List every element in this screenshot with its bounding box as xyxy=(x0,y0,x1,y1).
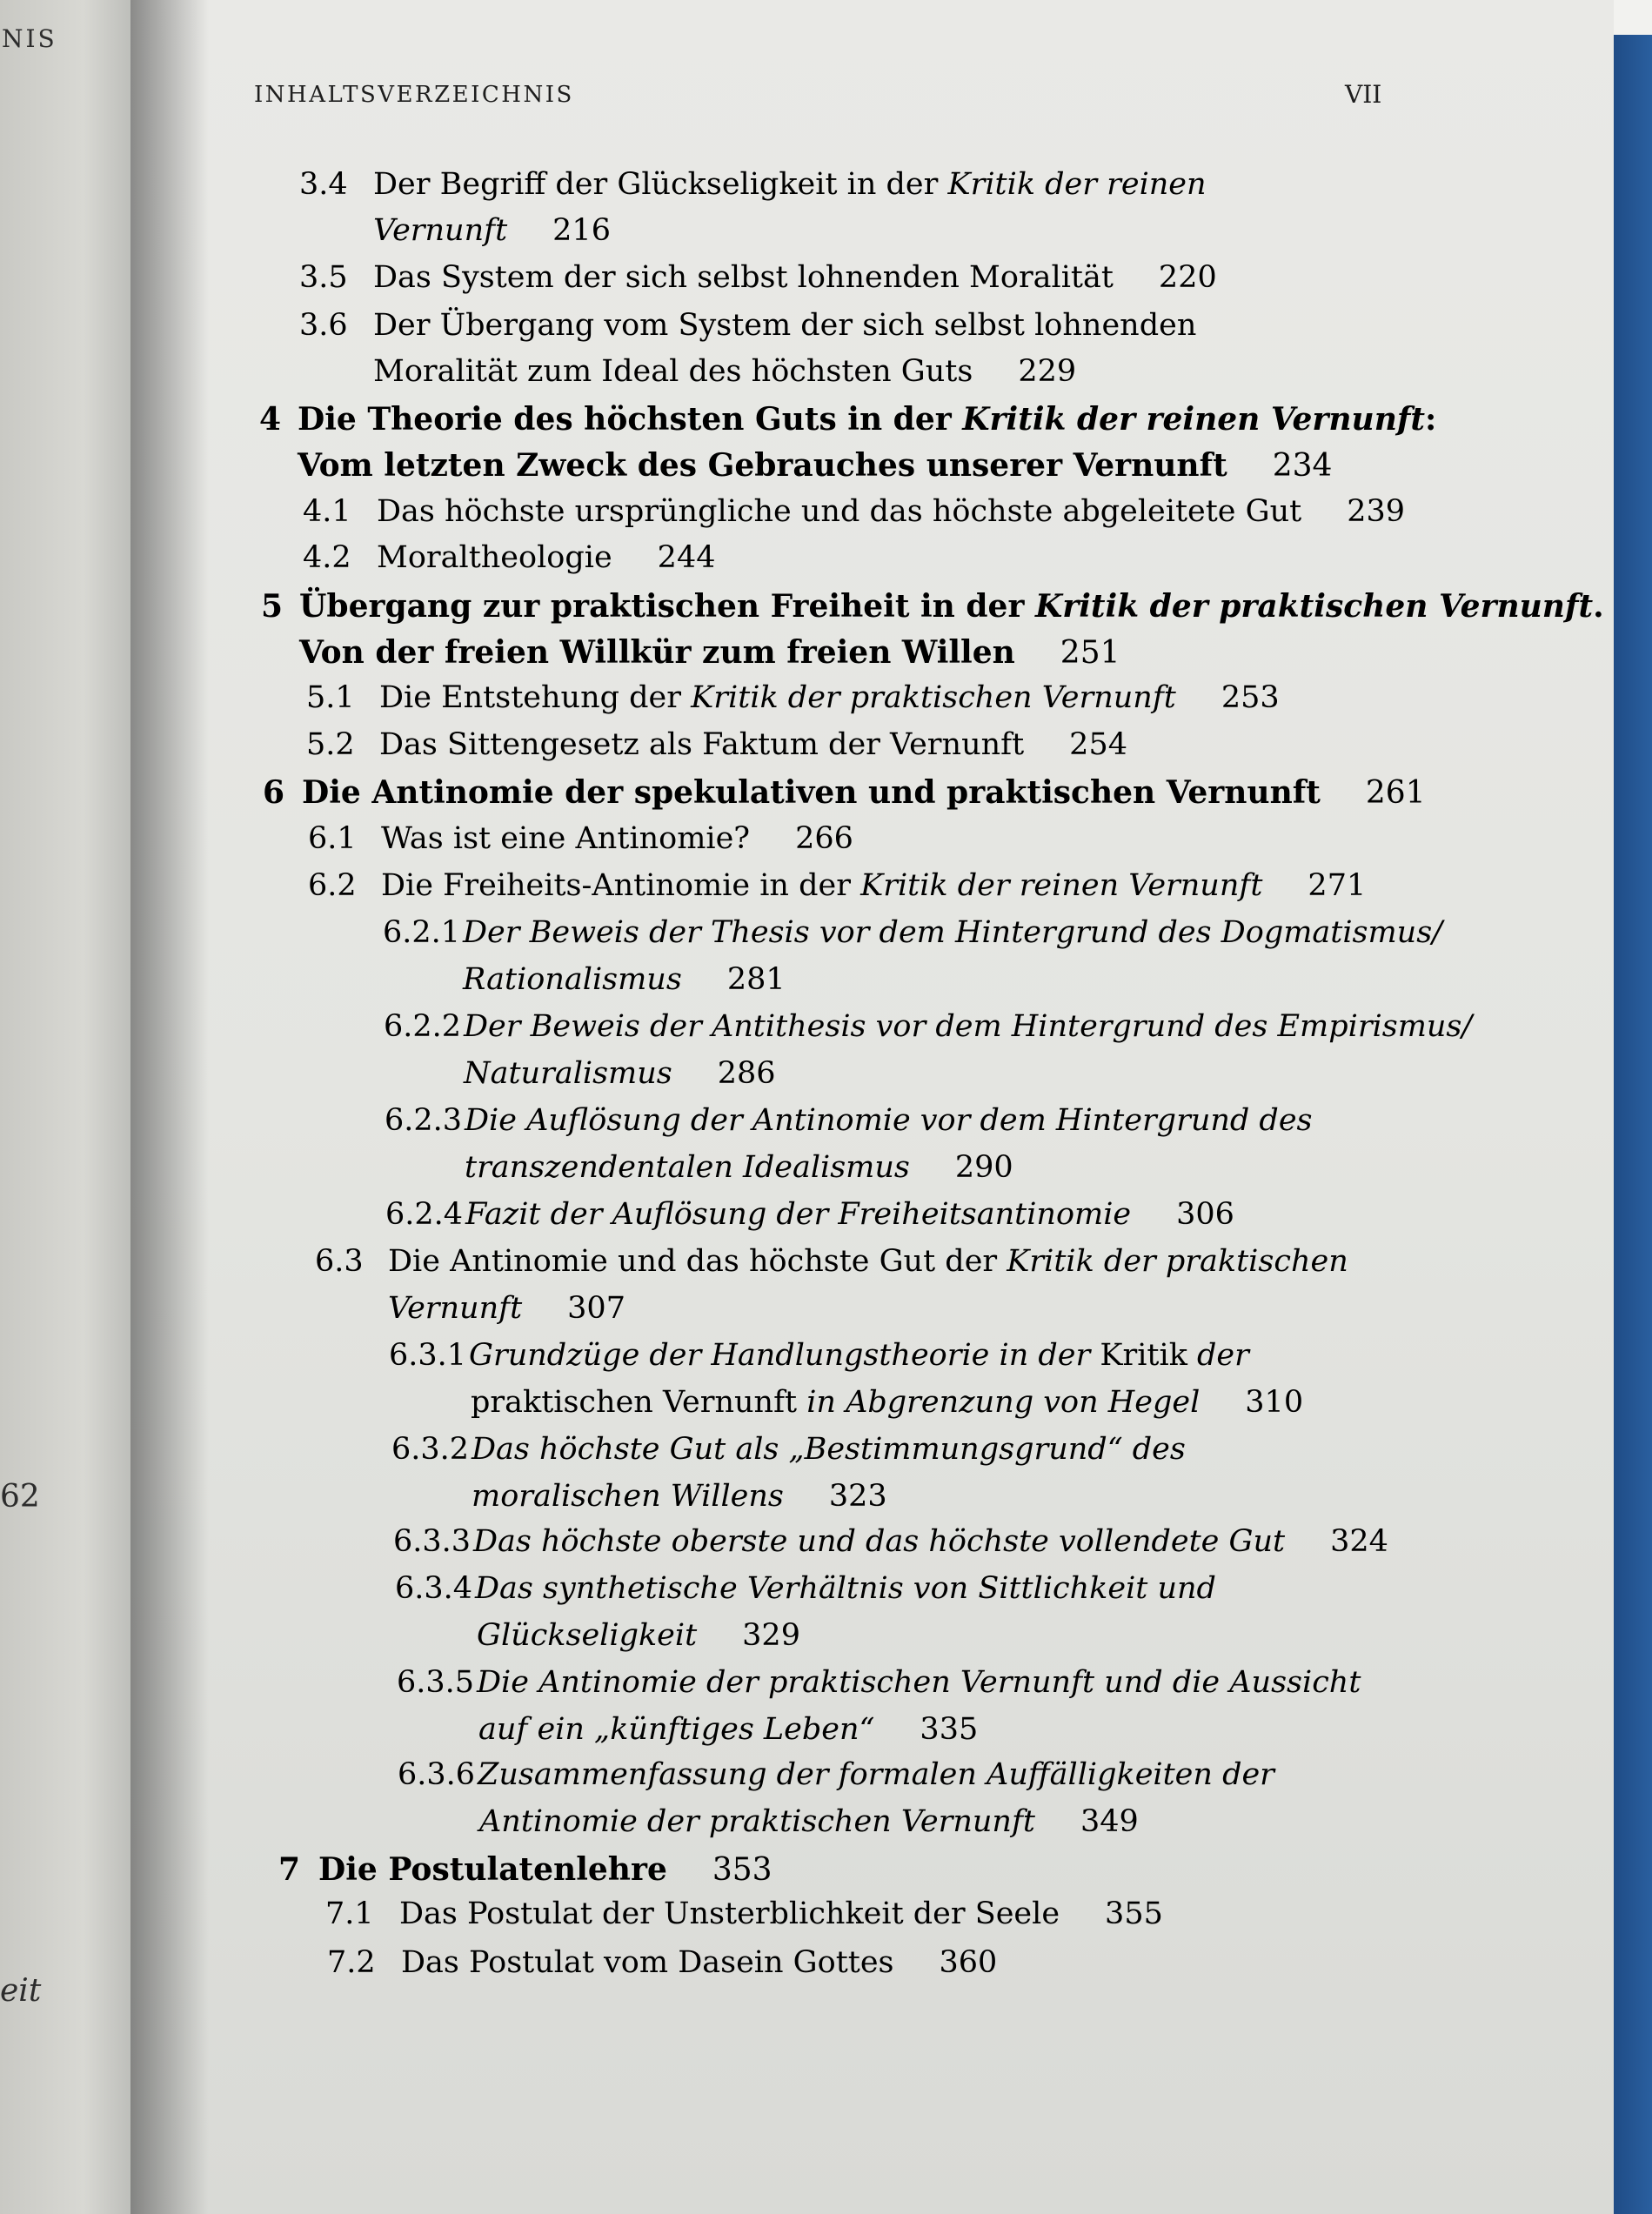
toc-title-line: Übergang zur praktischen Freiheit in der Kritik der praktischen Vernunft. xyxy=(299,588,1604,625)
facing-page-left xyxy=(0,0,139,2214)
toc-page: 324 xyxy=(1330,1524,1388,1559)
toc-page: 216 xyxy=(552,213,611,248)
toc-number: 4.1 xyxy=(303,494,351,529)
gutter-shadow xyxy=(130,0,209,2214)
toc-number: 4 xyxy=(259,401,282,438)
toc-number: 6.3.1 xyxy=(389,1338,467,1373)
toc-title-line: Das höchste ursprüngliche und das höchste abgeleitete Gut 239 xyxy=(377,494,1406,529)
toc-title-line: Die Theorie des höchsten Guts in der Kritik der reinen Vernunft: xyxy=(298,401,1437,438)
toc-number: 6.3.4 xyxy=(395,1571,473,1606)
toc-title-line: Glückseligkeit 329 xyxy=(477,1618,800,1653)
toc-title-line: Das höchste Gut als „Bestimmungsgrund“ des xyxy=(472,1432,1186,1467)
toc-title-line: Moraltheologie 244 xyxy=(377,540,716,575)
toc-title-line: Vernunft 216 xyxy=(373,213,611,248)
toc-page: 306 xyxy=(1176,1197,1234,1232)
toc-title-line: Das Postulat der Unsterblichkeit der Seele 355 xyxy=(399,1896,1163,1931)
toc-title-line: Die Freiheits-Antinomie in der Kritik der reinen Vernunft 271 xyxy=(381,868,1367,903)
toc-title-line: transzendentalen Idealismus 290 xyxy=(465,1150,1013,1185)
toc-title-line: Von der freien Willkür zum freien Willen 251 xyxy=(299,634,1120,671)
toc-title-line: praktischen Vernunft in Abgrenzung von Hegel 310 xyxy=(471,1385,1304,1420)
toc-title-line: Das Sittengesetz als Faktum der Vernunft 254 xyxy=(379,727,1127,762)
toc-page: 271 xyxy=(1308,868,1367,903)
toc-title-line: auf ein „künftiges Leben“ 335 xyxy=(478,1712,979,1747)
toc-title-line: Fazit der Auflösung der Freiheitsantinomie 306 xyxy=(465,1197,1234,1232)
toc-number: 6.3.6 xyxy=(398,1757,476,1792)
toc-title-line: Der Übergang vom System der sich selbst lohnenden xyxy=(373,308,1197,343)
toc-number: 7.1 xyxy=(325,1896,374,1931)
toc-number: 6.2.4 xyxy=(385,1197,464,1232)
toc-page: 323 xyxy=(828,1479,887,1514)
toc-page: 353 xyxy=(712,1852,772,1888)
toc-page: 281 xyxy=(726,962,786,997)
toc-page: 261 xyxy=(1365,775,1426,811)
toc-page: 360 xyxy=(939,1945,998,1980)
toc-number: 6.1 xyxy=(308,821,357,856)
toc-number: 4.2 xyxy=(303,540,351,575)
toc-number: 6.2.1 xyxy=(383,915,461,950)
page-number: VII xyxy=(1345,80,1382,109)
toc-title-line: Die Entstehung der Kritik der praktischen Vernunft 253 xyxy=(379,680,1280,715)
toc-title-line: Das synthetische Verhältnis von Sittlichkeit und xyxy=(475,1571,1216,1606)
toc-page: 349 xyxy=(1080,1804,1139,1839)
toc-page: 329 xyxy=(742,1618,800,1653)
toc-number: 7.2 xyxy=(327,1945,376,1980)
toc-page: 307 xyxy=(567,1291,625,1326)
toc-title-line: Naturalismus 286 xyxy=(464,1056,776,1091)
toc-title-line: Das höchste oberste und das höchste vollendete Gut 324 xyxy=(473,1524,1388,1559)
toc-number: 3.5 xyxy=(299,260,348,295)
toc-number: 3.6 xyxy=(299,308,348,343)
toc-page: 234 xyxy=(1272,448,1333,484)
toc-title-line: Der Beweis der Thesis vor dem Hintergrund des Dogmatismus/ xyxy=(463,915,1442,950)
toc-page: 253 xyxy=(1221,680,1280,715)
toc-page: 355 xyxy=(1105,1896,1163,1931)
toc-title-line: Vom letzten Zweck des Gebrauches unserer Vernunft 234 xyxy=(298,447,1333,484)
toc-title-line: Die Antinomie der praktischen Vernunft und die Aussicht xyxy=(477,1665,1361,1700)
toc-title-line: Das System der sich selbst lohnenden Moralität 220 xyxy=(373,260,1217,295)
toc-title-line: Vernunft 307 xyxy=(388,1291,625,1326)
toc-title-line: Was ist eine Antinomie? 266 xyxy=(381,821,853,856)
toc-number: 5 xyxy=(261,588,284,625)
toc-title-line: Die Antinomie und das höchste Gut der Kritik der praktischen xyxy=(388,1244,1348,1279)
toc-page: 290 xyxy=(954,1150,1013,1185)
toc-page: 266 xyxy=(795,821,853,856)
toc-number: 6.3.3 xyxy=(393,1524,472,1559)
toc-title-line: Rationalismus 281 xyxy=(463,962,786,997)
toc-page: 244 xyxy=(657,540,716,575)
toc-page: 254 xyxy=(1069,727,1127,762)
toc-title-line: Das Postulat vom Dasein Gottes 360 xyxy=(401,1945,998,1980)
facing-page-fragment: 62 xyxy=(0,1479,40,1515)
toc-title-line: Antinomie der praktischen Vernunft 349 xyxy=(479,1804,1139,1839)
toc-number: 7 xyxy=(278,1851,301,1888)
toc-number: 5.1 xyxy=(306,680,355,715)
running-head: INHALTSVERZEICHNIS xyxy=(254,82,574,108)
toc-number: 6.2.2 xyxy=(384,1009,462,1044)
toc-page: 310 xyxy=(1245,1385,1304,1420)
toc-title-line: moralischen Willens 323 xyxy=(472,1479,887,1514)
toc-title-line: Die Antinomie der spekulativen und praktischen Vernunft 261 xyxy=(302,774,1426,811)
toc-number: 6.3.5 xyxy=(397,1665,475,1700)
background-corner xyxy=(1614,0,1652,35)
toc-page: 220 xyxy=(1158,260,1217,295)
toc-page: 335 xyxy=(920,1712,979,1747)
toc-page: 229 xyxy=(1018,354,1077,389)
toc-number: 6.3 xyxy=(315,1244,364,1279)
toc-number: 6 xyxy=(263,774,285,811)
facing-page-fragment: NIS xyxy=(2,24,57,53)
toc-page: 239 xyxy=(1347,494,1406,529)
toc-title-line: Der Begriff der Glückseligkeit in der Kritik der reinen xyxy=(373,167,1207,202)
toc-number: 5.2 xyxy=(306,727,355,762)
toc-number: 3.4 xyxy=(299,167,348,202)
toc-number: 6.3.2 xyxy=(391,1432,470,1467)
toc-number: 6.2.3 xyxy=(385,1103,463,1138)
toc-title-line: Zusammenfassung der formalen Auffälligkeiten der xyxy=(478,1757,1274,1792)
facing-page-fragment: eit xyxy=(0,1973,42,2009)
toc-page: 251 xyxy=(1060,635,1120,671)
toc-title-line: Die Postulatenlehre 353 xyxy=(318,1851,772,1888)
toc-title-line: Der Beweis der Antithesis vor dem Hintergrund des Empirismus/ xyxy=(464,1009,1473,1044)
toc-title-line: Die Auflösung der Antinomie vor dem Hintergrund des xyxy=(465,1103,1313,1138)
toc-title-line: Grundzüge der Handlungstheorie in der Kritik der xyxy=(469,1338,1249,1373)
toc-title-line: Moralität zum Ideal des höchsten Guts 229 xyxy=(373,354,1077,389)
toc-number: 6.2 xyxy=(308,868,357,903)
toc-page: 286 xyxy=(717,1056,776,1091)
book-cover-edge xyxy=(1614,0,1652,2214)
